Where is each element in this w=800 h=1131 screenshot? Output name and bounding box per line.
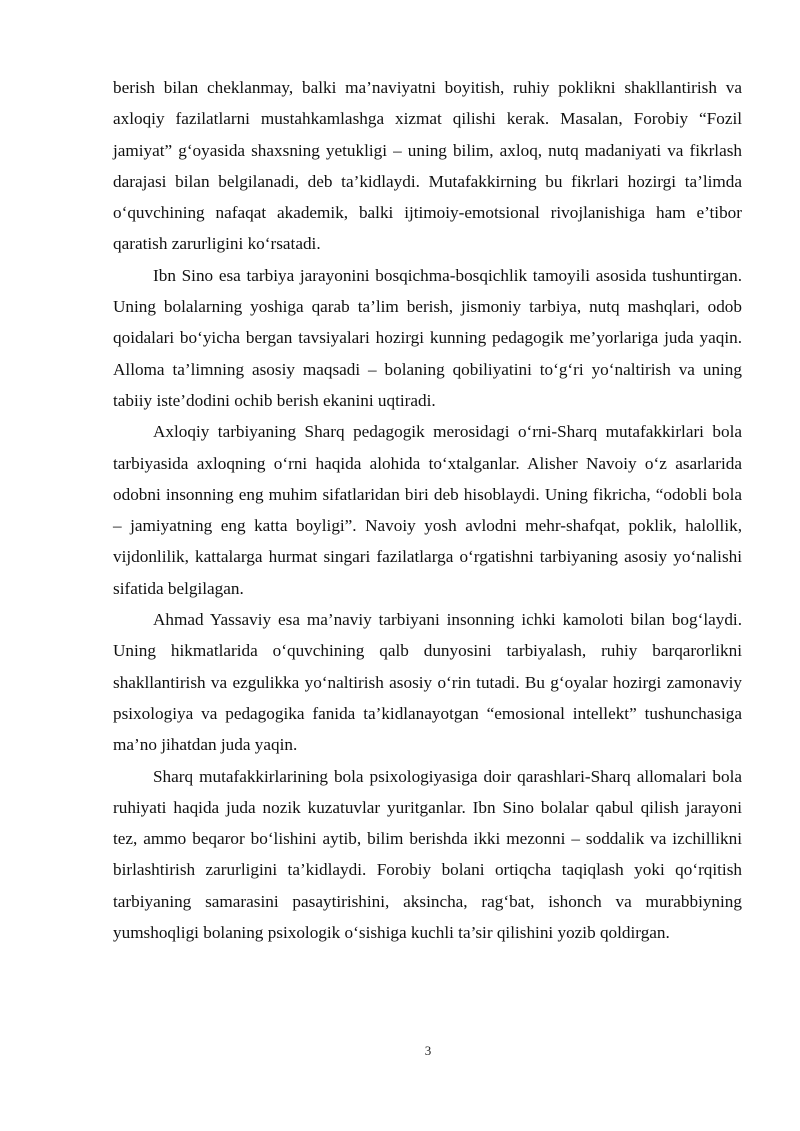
paragraph-1: berish bilan cheklanmay, balki ma’naviyatni boyitish, ruhiy poklikni shakllantirish va axloqiy fazilatlarni mustahkamlashga xizmat qilishi kerak. Masalan, Forobiy “Fozil jamiyat” g‘oyasida shaxsning yetukligi – uning bilim, axloq, nutq madaniyati va fikrlash darajasi bilan belgilanadi, deb ta’kidlaydi. Mutafakkirning bu fikrlari hozirgi ta’limda o‘quvchining nafaqat akademik, balki ijtimoiy-emotsional rivojlanishiga ham e’tibor qaratish zarurligini ko‘rsatadi. [113, 78, 742, 254]
paragraph-4: Ahmad Yassaviy esa ma’naviy tarbiyani insonning ichki kamoloti bilan bog‘laydi. Uning hikmatlarida o‘quvchining qalb dunyosini tarbiyalash, ruhiy barqarorlikni shakllantirish va ezgulikka yo‘naltirish asosiy o‘rin tutadi. Bu g‘oyalar hozirgi zamonaviy psixologiya va pedagogika fanida ta’kidlanayotgan “emosional intellekt” tushunchasiga ma’no jihatdan juda yaqin. [113, 610, 742, 755]
document-page [113, 72, 742, 948]
paragraph-5: Sharq mutafakkirlarining bola psixologiyasiga doir qarashlari-Sharq allomalari bola ruhiyati haqida juda nozik kuzatuvlar yuritganlar. Ibn Sino bolalar qabul qilish jarayoni tez, ammo beqaror bo‘lishini aytib, bilim berishda ikki mezonni – soddalik va izchillikni birlashtirish zarurligini ta’kidlaydi. Forobiy bolani ortiqcha taqiqlash yoki qo‘rqitish tarbiyaning samarasini pasaytirishini, aksincha, rag‘bat, ishonch va murabbiyning yumshoqligi bolaning psixologik o‘sishiga kuchli ta’sir qilishini yozib qoldirgan. [113, 766, 742, 943]
page-number: 3 [424, 1043, 432, 1058]
paragraph-3: Axloqiy tarbiyaning Sharq pedagogik merosidagi o‘rni-Sharq mutafakkirlari bola tarbiyasida axloqning o‘rni haqida alohida to‘xtalganlar. Alisher Navoiy o‘z asarlarida odobni insonning eng muhim sifatlaridan biri deb hisoblaydi. Uning fikricha, “odobli bola – jamiyatning eng katta boyligi”. Navoiy yosh avlodni mehr-shafqat, poklik, halollik, vijdonlilik, kattalarga hurmat singari fazilatlarga o‘rgatishni tarbiyaning asosiy yo‘nalishi sifatida belgilagan. [113, 422, 742, 598]
paragraph-2: Ibn Sino esa tarbiya jarayonini bosqichma-bosqichlik tamoyili asosida tushuntirgan. Uning bolalarning yoshiga qarab ta’lim berish, jismoniy tarbiya, nutq mashqlari, odob qoidalari bo‘yicha bergan tavsiyalari hozirgi kunning pedagogik me’yorlariga juda yaqin. Alloma ta’limning asosiy maqsadi – bolaning qobiliyatini to‘g‘ri yo‘naltirish va uning tabiiy iste’dodini ochib berish ekanini uqtiradi. [113, 265, 742, 410]
